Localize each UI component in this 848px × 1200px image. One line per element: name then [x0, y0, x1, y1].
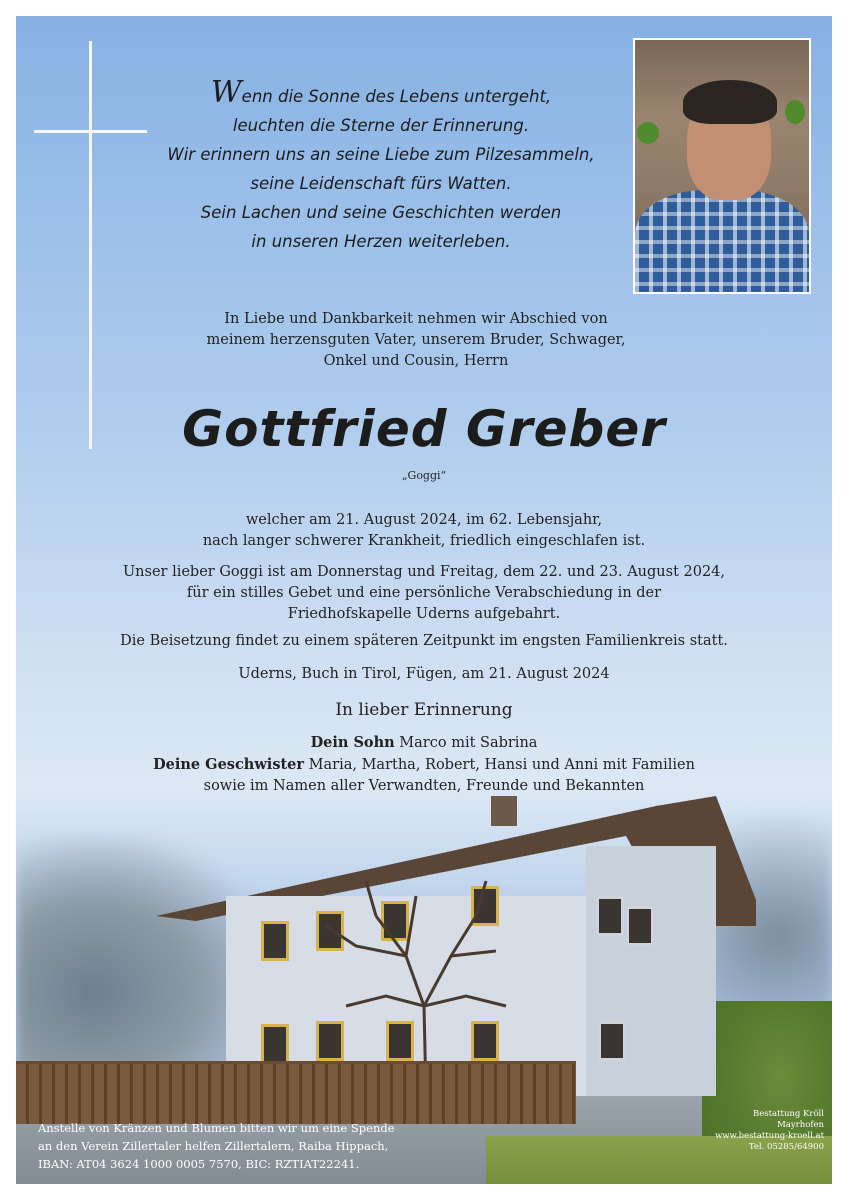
- mourner-others: sowie im Namen aller Verwandten, Freunde und Bekannten: [203, 778, 645, 794]
- portrait-photo: [633, 38, 811, 294]
- death-notice-line: nach langer schwerer Krankheit, friedlich eingeschlafen ist.: [202, 533, 646, 549]
- intro-line: Onkel und Cousin, Herrn: [323, 353, 509, 369]
- donation-line: Anstelle von Kränzen und Blumen bitten wir um eine Spende: [38, 1121, 395, 1135]
- undertaker-line: Tel. 05285/64900: [748, 1142, 824, 1152]
- poem-line: in unseren Herzen weiterleben.: [251, 232, 511, 251]
- farewell-intro: [166, 309, 666, 372]
- wooden-fence: [16, 1061, 576, 1124]
- bare-tree: [286, 856, 526, 1096]
- intro-line: meinem herzensguten Vater, unserem Bruder, Schwager,: [206, 332, 626, 348]
- undertaker-line: Bestattung Kröll: [752, 1109, 824, 1119]
- obituary-card: [16, 16, 832, 1184]
- deceased-nickname: „Goggi“: [401, 469, 447, 482]
- death-notice-line: welcher am 21. August 2024, im 62. Lebensjahr,: [245, 512, 603, 528]
- cross-icon: [89, 41, 92, 449]
- poem-line: Wenn die Sonne des Lebens untergeht,: [210, 75, 552, 110]
- donation-line: IBAN: AT04 3624 1000 0005 7570, BIC: RZTIAT22241.: [38, 1157, 360, 1171]
- remembrance-heading: In lieber Erinnerung: [335, 700, 513, 720]
- donation-line: an den Verein Zillertaler helfen Zillertalern, Raiba Hippach,: [38, 1139, 389, 1153]
- house-window: [626, 906, 654, 946]
- viewing-info: [16, 562, 832, 625]
- poem-line: Sein Lachen und seine Geschichten werden: [200, 203, 562, 222]
- checked-shirt: [635, 190, 809, 294]
- mourner-son: Dein Sohn Marco mit Sabrina: [310, 734, 538, 751]
- mourner-siblings: Deine Geschwister Maria, Martha, Robert, Hansi und Anni mit Familien: [153, 756, 695, 773]
- plant: [785, 100, 805, 124]
- place-date: Uderns, Buch in Tirol, Fügen, am 21. August 2024: [238, 666, 610, 682]
- death-notice: [16, 510, 832, 552]
- memorial-poem: [111, 75, 651, 256]
- undertaker-info: [654, 1109, 824, 1153]
- poem-initial: W: [210, 75, 242, 110]
- donation-request: [38, 1119, 478, 1173]
- mourners-list: [16, 732, 832, 797]
- viewing-line: Unser lieber Goggi ist am Donnerstag und Freitag, dem 22. und 23. August 2024,: [122, 564, 726, 580]
- undertaker-line: www.bestattung-kroell.at: [715, 1131, 824, 1141]
- burial-info: Die Beisetzung findet zu einem späteren Zeitpunkt im engsten Familienkreis statt.: [120, 633, 728, 649]
- house-window: [598, 1021, 626, 1061]
- hair: [683, 80, 777, 124]
- deceased-name: Gottfried Greber: [182, 400, 666, 458]
- viewing-line: Friedhofskapelle Uderns aufgebahrt.: [287, 606, 561, 622]
- poem-line: seine Leidenschaft fürs Watten.: [250, 174, 512, 193]
- house-window: [261, 921, 289, 961]
- house-window: [261, 1024, 289, 1064]
- undertaker-line: Mayrhofen: [777, 1120, 824, 1130]
- poem-line: leuchten die Sterne der Erinnerung.: [232, 116, 530, 135]
- intro-line: In Liebe und Dankbarkeit nehmen wir Abschied von: [224, 311, 608, 327]
- house-window: [596, 896, 624, 936]
- poem-line: Wir erinnern uns an seine Liebe zum Pilzesammeln,: [167, 145, 595, 164]
- viewing-line: für ein stilles Gebet und eine persönliche Verabschiedung in der: [186, 585, 662, 601]
